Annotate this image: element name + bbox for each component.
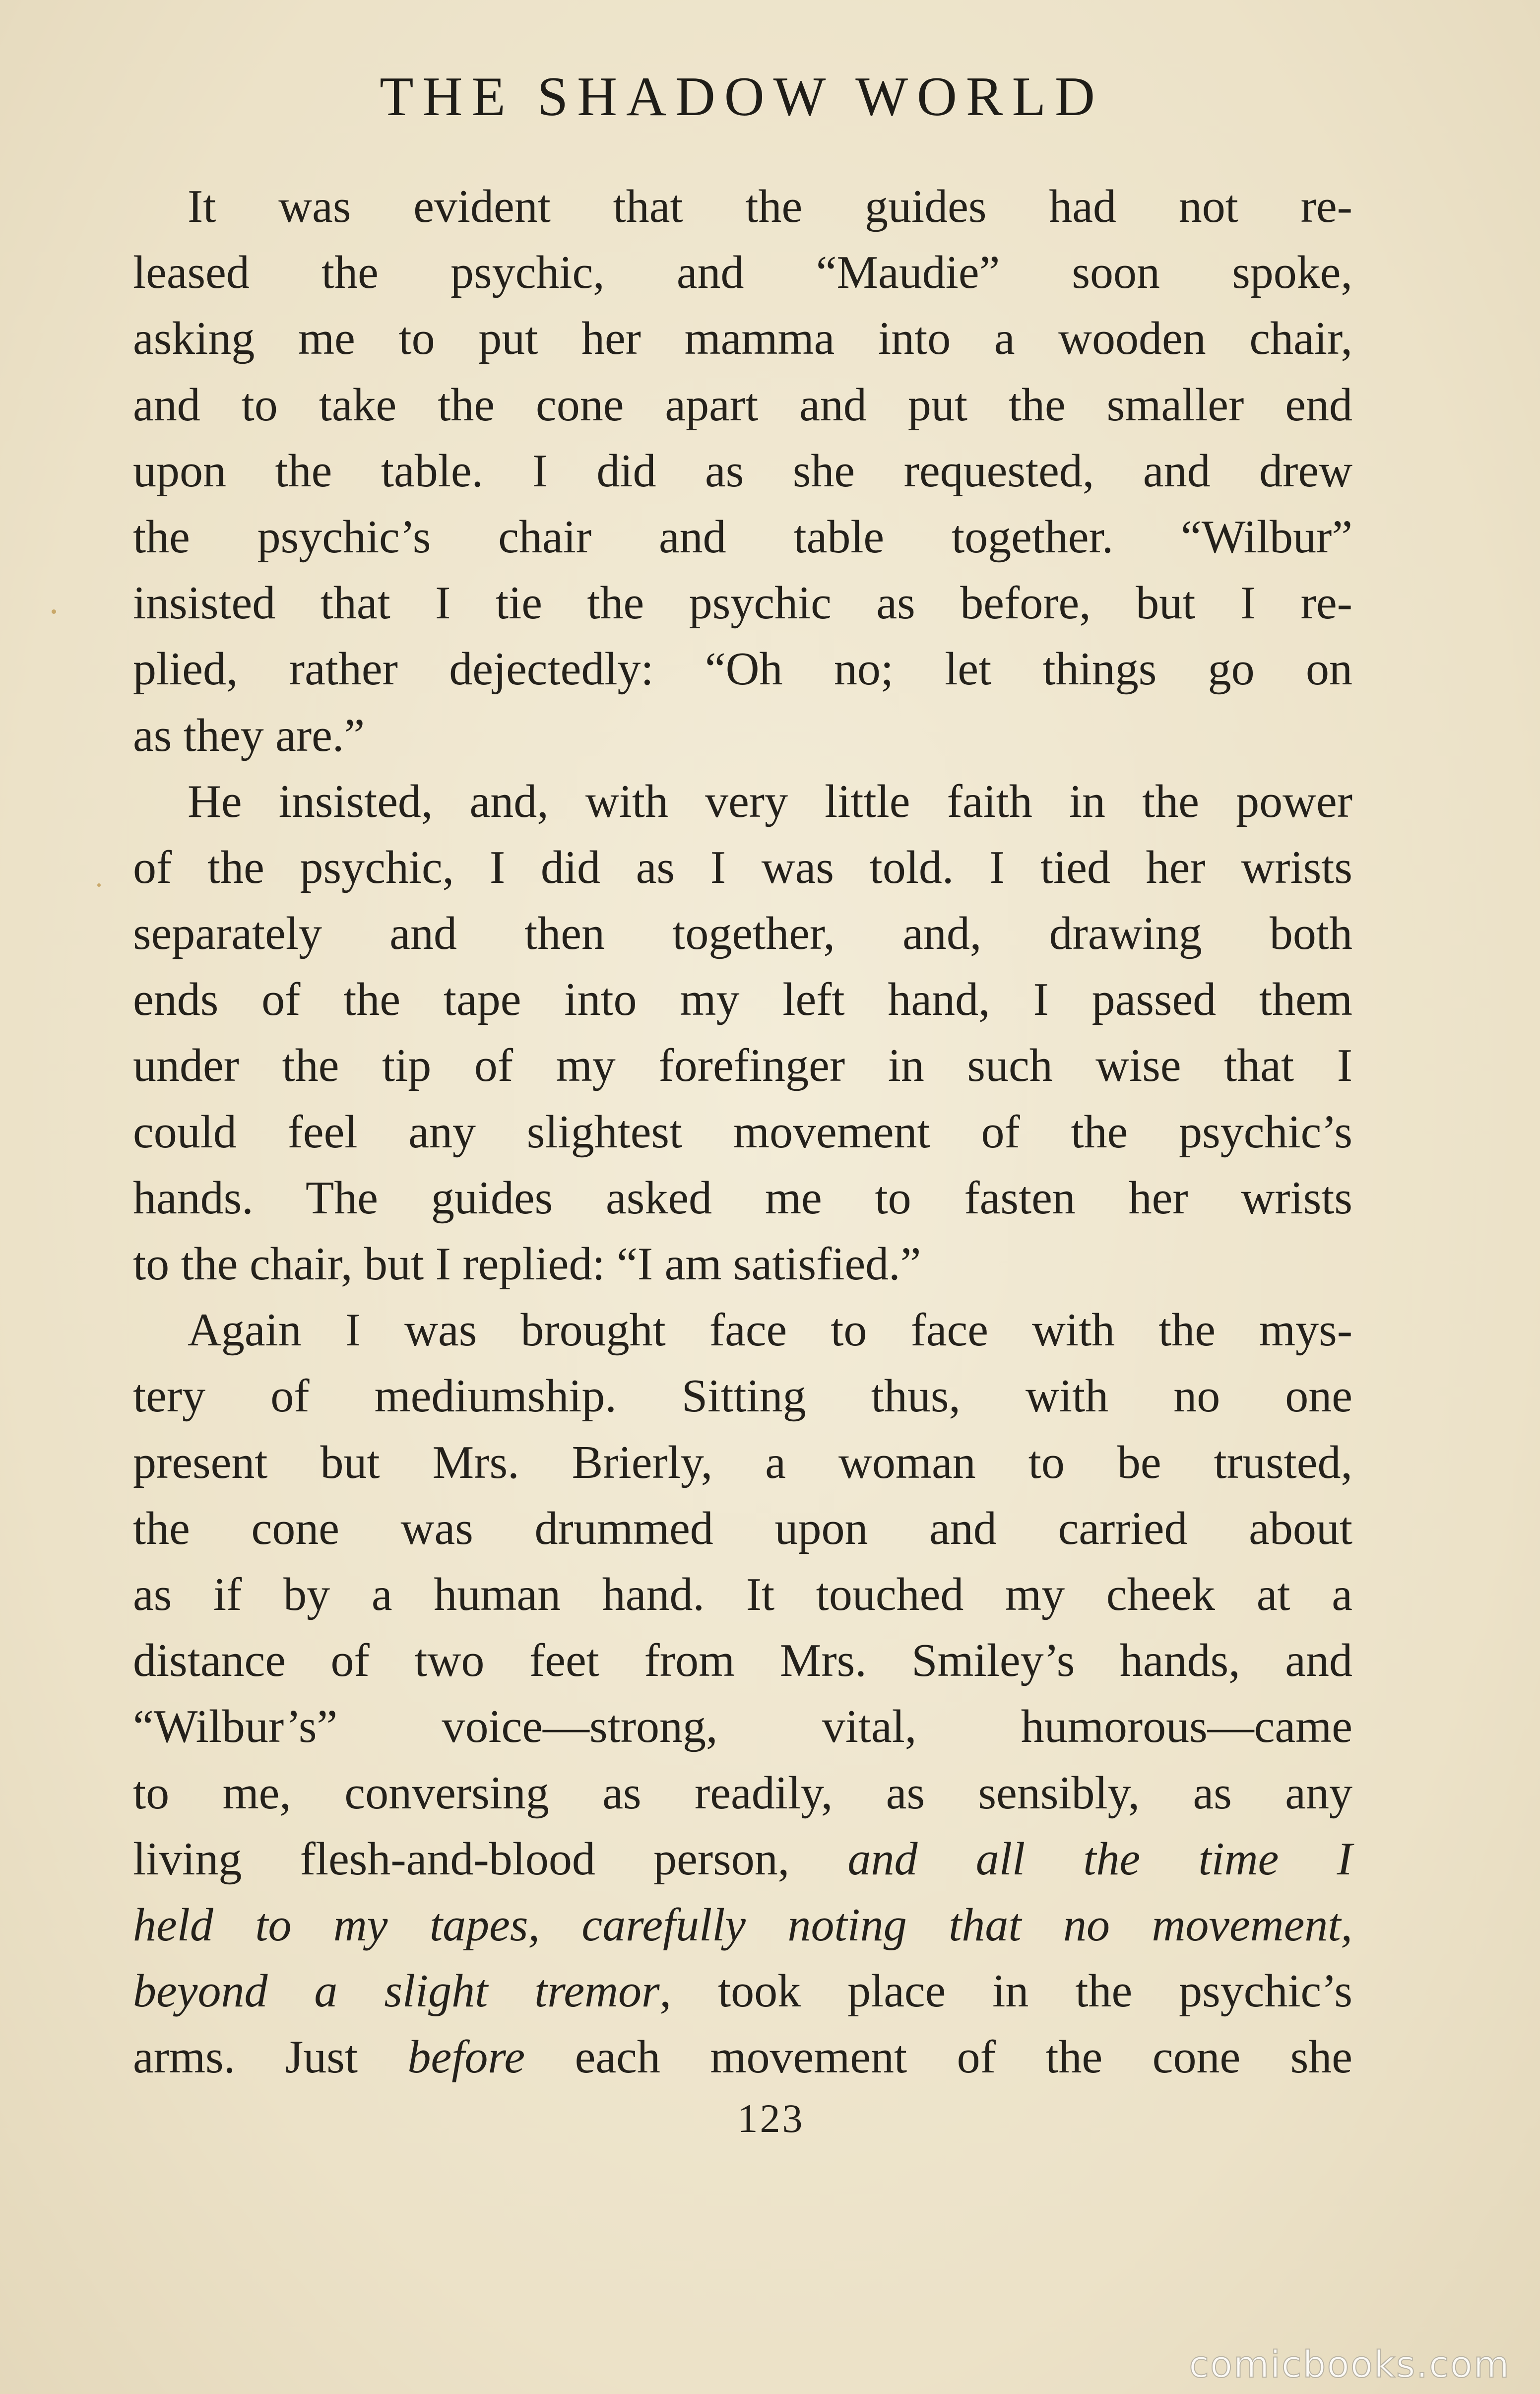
text-line — [133, 1033, 1352, 1099]
text-segment: hands. The guides asked me to fasten her wrists — [133, 1172, 1352, 1224]
text-line — [133, 769, 1352, 835]
text-segment: , took place in the psychic’s — [659, 1965, 1352, 2017]
text-segment: the cone was drummed upon and carried about — [133, 1502, 1352, 1554]
text-segment: plied, rather dejectedly: “Oh no; let things go on — [133, 643, 1352, 695]
text-line — [133, 1165, 1352, 1231]
page-number: 123 — [737, 2096, 805, 2141]
text-line — [133, 1826, 1352, 1892]
italic-text: held to my tapes, carefully noting that no movement, — [133, 1899, 1352, 1951]
text-line — [133, 1363, 1352, 1429]
text-line — [133, 967, 1352, 1033]
text-line — [133, 174, 1352, 240]
text-segment: of the psychic, I did as I was told. I tied her wrists — [133, 841, 1352, 893]
text-line — [133, 1892, 1352, 1958]
text-segment: separately and then together, and, drawing both — [133, 908, 1352, 960]
text-line — [133, 570, 1352, 636]
text-segment: tery of mediumship. Sitting thus, with no one — [133, 1370, 1352, 1422]
text-segment: to me, conversing as readily, as sensibly, as any — [133, 1767, 1352, 1819]
body-text — [133, 174, 1352, 2090]
text-line — [133, 372, 1352, 438]
paper-speck — [52, 609, 56, 614]
text-line — [133, 306, 1352, 372]
text-segment: distance of two feet from Mrs. Smiley’s hands, and — [133, 1635, 1352, 1687]
text-segment: the psychic’s chair and table together. “Wilbur” — [133, 511, 1352, 563]
text-segment: under the tip of my forefinger in such wise that I — [133, 1040, 1352, 1092]
italic-text: and all the time I — [847, 1833, 1352, 1885]
text-segment: living flesh-and-blood person, — [133, 1833, 848, 1885]
text-segment: He insisted, and, with very little faith in the power — [188, 775, 1352, 827]
text-segment: It was evident that the guides had not re- — [188, 181, 1352, 232]
text-segment: and to take the cone apart and put the smaller end — [133, 379, 1352, 431]
text-line — [133, 1496, 1352, 1562]
text-line — [133, 703, 1352, 769]
text-line — [133, 1297, 1352, 1363]
paper-speck — [97, 883, 101, 887]
text-line — [133, 636, 1352, 702]
text-segment: as if by a human hand. It touched my cheek at a — [133, 1568, 1352, 1620]
text-segment: each movement of the cone she — [525, 2031, 1352, 2083]
italic-text: before — [407, 2031, 525, 2083]
text-line — [133, 504, 1352, 570]
italic-text: beyond a slight tremor — [133, 1965, 660, 2017]
text-line — [133, 1430, 1352, 1496]
running-head: THE SHADOW WORLD — [380, 66, 1104, 128]
text-line — [133, 2024, 1352, 2090]
text-line — [133, 1099, 1352, 1165]
text-segment: upon the table. I did as she requested, and drew — [133, 445, 1352, 497]
text-line — [133, 1231, 1352, 1297]
text-segment: leased the psychic, and “Maudie” soon spoke, — [133, 247, 1352, 299]
text-segment: asking me to put her mamma into a wooden chair, — [133, 313, 1352, 365]
text-segment: as they are.” — [133, 709, 365, 761]
text-line — [133, 438, 1352, 504]
watermark: comicbooks.com — [1189, 2343, 1510, 2386]
text-segment: Again I was brought face to face with the mys- — [188, 1304, 1352, 1356]
text-line — [133, 240, 1352, 306]
text-segment: arms. Just — [133, 2031, 408, 2083]
text-line — [133, 1694, 1352, 1760]
text-segment: could feel any slightest movement of the psychic’s — [133, 1106, 1352, 1158]
text-line — [133, 1958, 1352, 2024]
text-line — [133, 1628, 1352, 1694]
text-segment: insisted that I tie the psychic as before, but I re- — [133, 577, 1352, 629]
text-line — [133, 1562, 1352, 1628]
text-line — [133, 835, 1352, 901]
text-segment: “Wilbur’s” voice—strong, vital, humorous—came — [133, 1701, 1352, 1753]
text-line — [133, 901, 1352, 967]
text-segment: to the chair, but I replied: “I am satisfied.” — [133, 1238, 921, 1290]
text-line — [133, 1760, 1352, 1826]
text-segment: ends of the tape into my left hand, I passed them — [133, 974, 1352, 1026]
text-segment: present but Mrs. Brierly, a woman to be trusted, — [133, 1436, 1352, 1488]
